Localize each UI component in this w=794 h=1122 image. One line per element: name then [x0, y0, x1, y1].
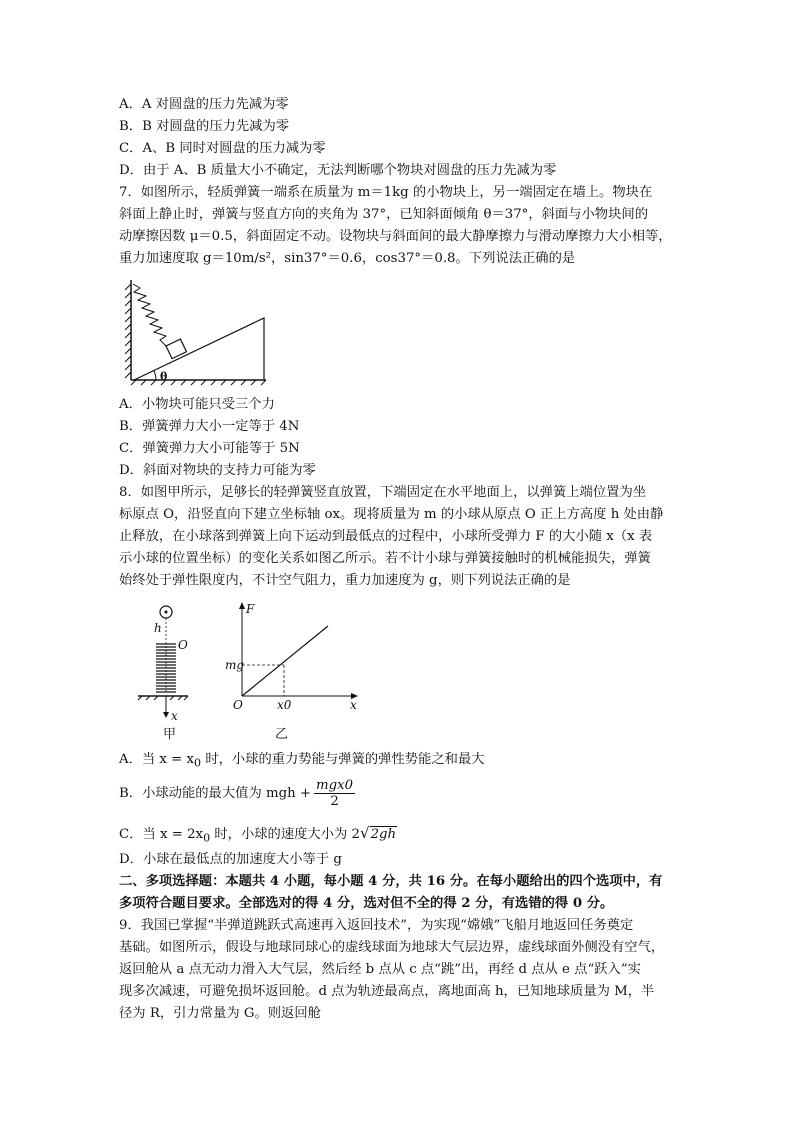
yi-caption: 乙 [275, 727, 289, 742]
section2-line2: 多项符合题目要求。全部选对的得 4 分，选对但不全的得 2 分，有选错的得 0 分。 [119, 896, 614, 911]
q7-option-d: D．斜面对物块的支持力可能为零 [119, 463, 316, 478]
q9-line4: 现多次减速，可避免损坏返回舱。d 点为轨迹最高点，离地面高 h，已知地球质量为 M，半 [119, 984, 655, 999]
jia-caption: 甲 [163, 727, 177, 742]
wall-hatching [125, 284, 131, 378]
q6-option-b: B．B 对圆盘的压力先减为零 [119, 119, 290, 134]
block [166, 339, 186, 359]
q7-stem-line1: 7．如图所示，轻质弹簧一端系在质量为 m＝1kg 的小物块上，另一端固定在墙上。物块在 [119, 185, 653, 200]
q6-option-d: D．由于 A、B 质量大小不确定，无法判断哪个物块对圆盘的压力先减为零 [119, 163, 557, 178]
q8-a-sub: 0 [194, 756, 202, 770]
q8-c-pre: C．当 x = 2x [119, 827, 204, 842]
q8-stem-line3: 止释放，在小球落到弹簧上向下运动到最低点的过程中，小球所受弹力 F 的大小随 x（x 表 [119, 529, 653, 544]
q8-c-mid: 时，小球的速度大小为 2 [210, 827, 361, 842]
incline [134, 318, 264, 380]
q9-line1: 9．我国已掌握“半弹道跳跃式高速再入返回技术”，为实现“嫦娥”飞船月地返回任务奠定 [119, 918, 634, 933]
jia-x-label: x [171, 709, 178, 723]
spring [133, 284, 166, 346]
q8-b-pre: B．小球动能的最大值为 mgh + [119, 786, 312, 801]
q8-option-c [119, 825, 397, 847]
yi-f-label: F [246, 602, 255, 616]
q9-line2: 基础。如图所示，假设与地球同球心的虚线球面为地球大气层边界，虚线球面外侧没有空气， [119, 940, 665, 955]
theta-label: θ [160, 370, 168, 383]
jia-h-label: h [154, 621, 162, 635]
yi-x0-label: x0 [277, 698, 292, 712]
q8-stem-line1: 8．如图甲所示，足够长的轻弹簧竖直放置，下端固定在水平地面上，以弹簧上端位置为坐 [119, 485, 647, 500]
q8-option-d: D．小球在最低点的加速度大小等于 g [119, 852, 342, 867]
q7-stem-line3: 动摩擦因数 μ＝0.5，斜面固定不动。设物块与斜面间的最大静摩擦力与滑动摩擦力大小相等， [119, 229, 672, 244]
q7-incline-figure [122, 276, 272, 386]
q6-option-a: A．A 对圆盘的压力先减为零 [119, 97, 289, 112]
q6-option-c: C．A、B 同时对圆盘的压力减为零 [119, 141, 326, 156]
q8-option-a [119, 752, 485, 772]
jia-o-label: O [178, 638, 188, 652]
angle-arc [154, 371, 156, 380]
q9-line3: 返回舱从 a 点无动力滑入大气层，然后经 b 点从 c 点“跳”出，再经 d 点从 e 点“跃入”实 [119, 962, 641, 977]
sqrt-sign: √ [360, 824, 370, 842]
q8-c-radicand: 2gh [370, 827, 397, 842]
q8-stem-line4: 示小球的位置坐标）的变化关系如图乙所示。若不计小球与弹簧接触时的机械能损失，弹簧 [119, 551, 651, 566]
q8-b-fraction [314, 778, 355, 809]
q8-b-numerator: mgx0 [316, 778, 354, 793]
q8-stem-line5: 始终处于弹性限度内，不计空气阻力，重力加速度为 g，则下列说法正确的是 [119, 573, 571, 588]
q7-option-b: B．弹簧弹力大小一定等于 4N [119, 419, 300, 434]
section2-line1: 二、多项选择题：本题共 4 小题，每小题 4 分，共 16 分。在每小题给出的四个选项中，有 [119, 874, 663, 889]
yi-mg-label: mg [225, 658, 245, 672]
q7-stem-line4: 重力加速度取 g＝10m/s²，sin37°＝0.6，cos37°＝0.8。下列说法正确的是 [119, 251, 576, 266]
q7-option-a: A．小物块可能只受三个力 [119, 397, 275, 412]
q9-line5: 径为 R，引力常量为 G。则返回舱 [119, 1006, 321, 1021]
q8-option-b [119, 778, 355, 812]
q7-option-c: C．弹簧弹力大小可能等于 5N [119, 441, 300, 456]
q8-figure-yi [228, 600, 368, 710]
q8-stem-line2: 标原点 O，沿竖直向下建立坐标轴 ox。现将质量为 m 的小球从原点 O 正上方高度 h 处由静 [119, 507, 664, 522]
q8-a-post: 时，小球的重力势能与弹簧的弹性势能之和最大 [201, 752, 485, 767]
yi-o-label: O [233, 698, 243, 712]
f-line [242, 626, 328, 696]
q8-figure-jia [130, 600, 190, 725]
yi-x-label: x [350, 698, 357, 712]
q8-a-pre: A．当 x = x [119, 752, 195, 767]
q8-b-denominator: 2 [330, 794, 339, 809]
q7-stem-line2: 斜面上静止时，弹簧与竖直方向的夹角为 37°，已知斜面倾角 θ＝37°，斜面与小物块间的 [119, 207, 648, 222]
q8-c-sub: 0 [203, 831, 211, 845]
